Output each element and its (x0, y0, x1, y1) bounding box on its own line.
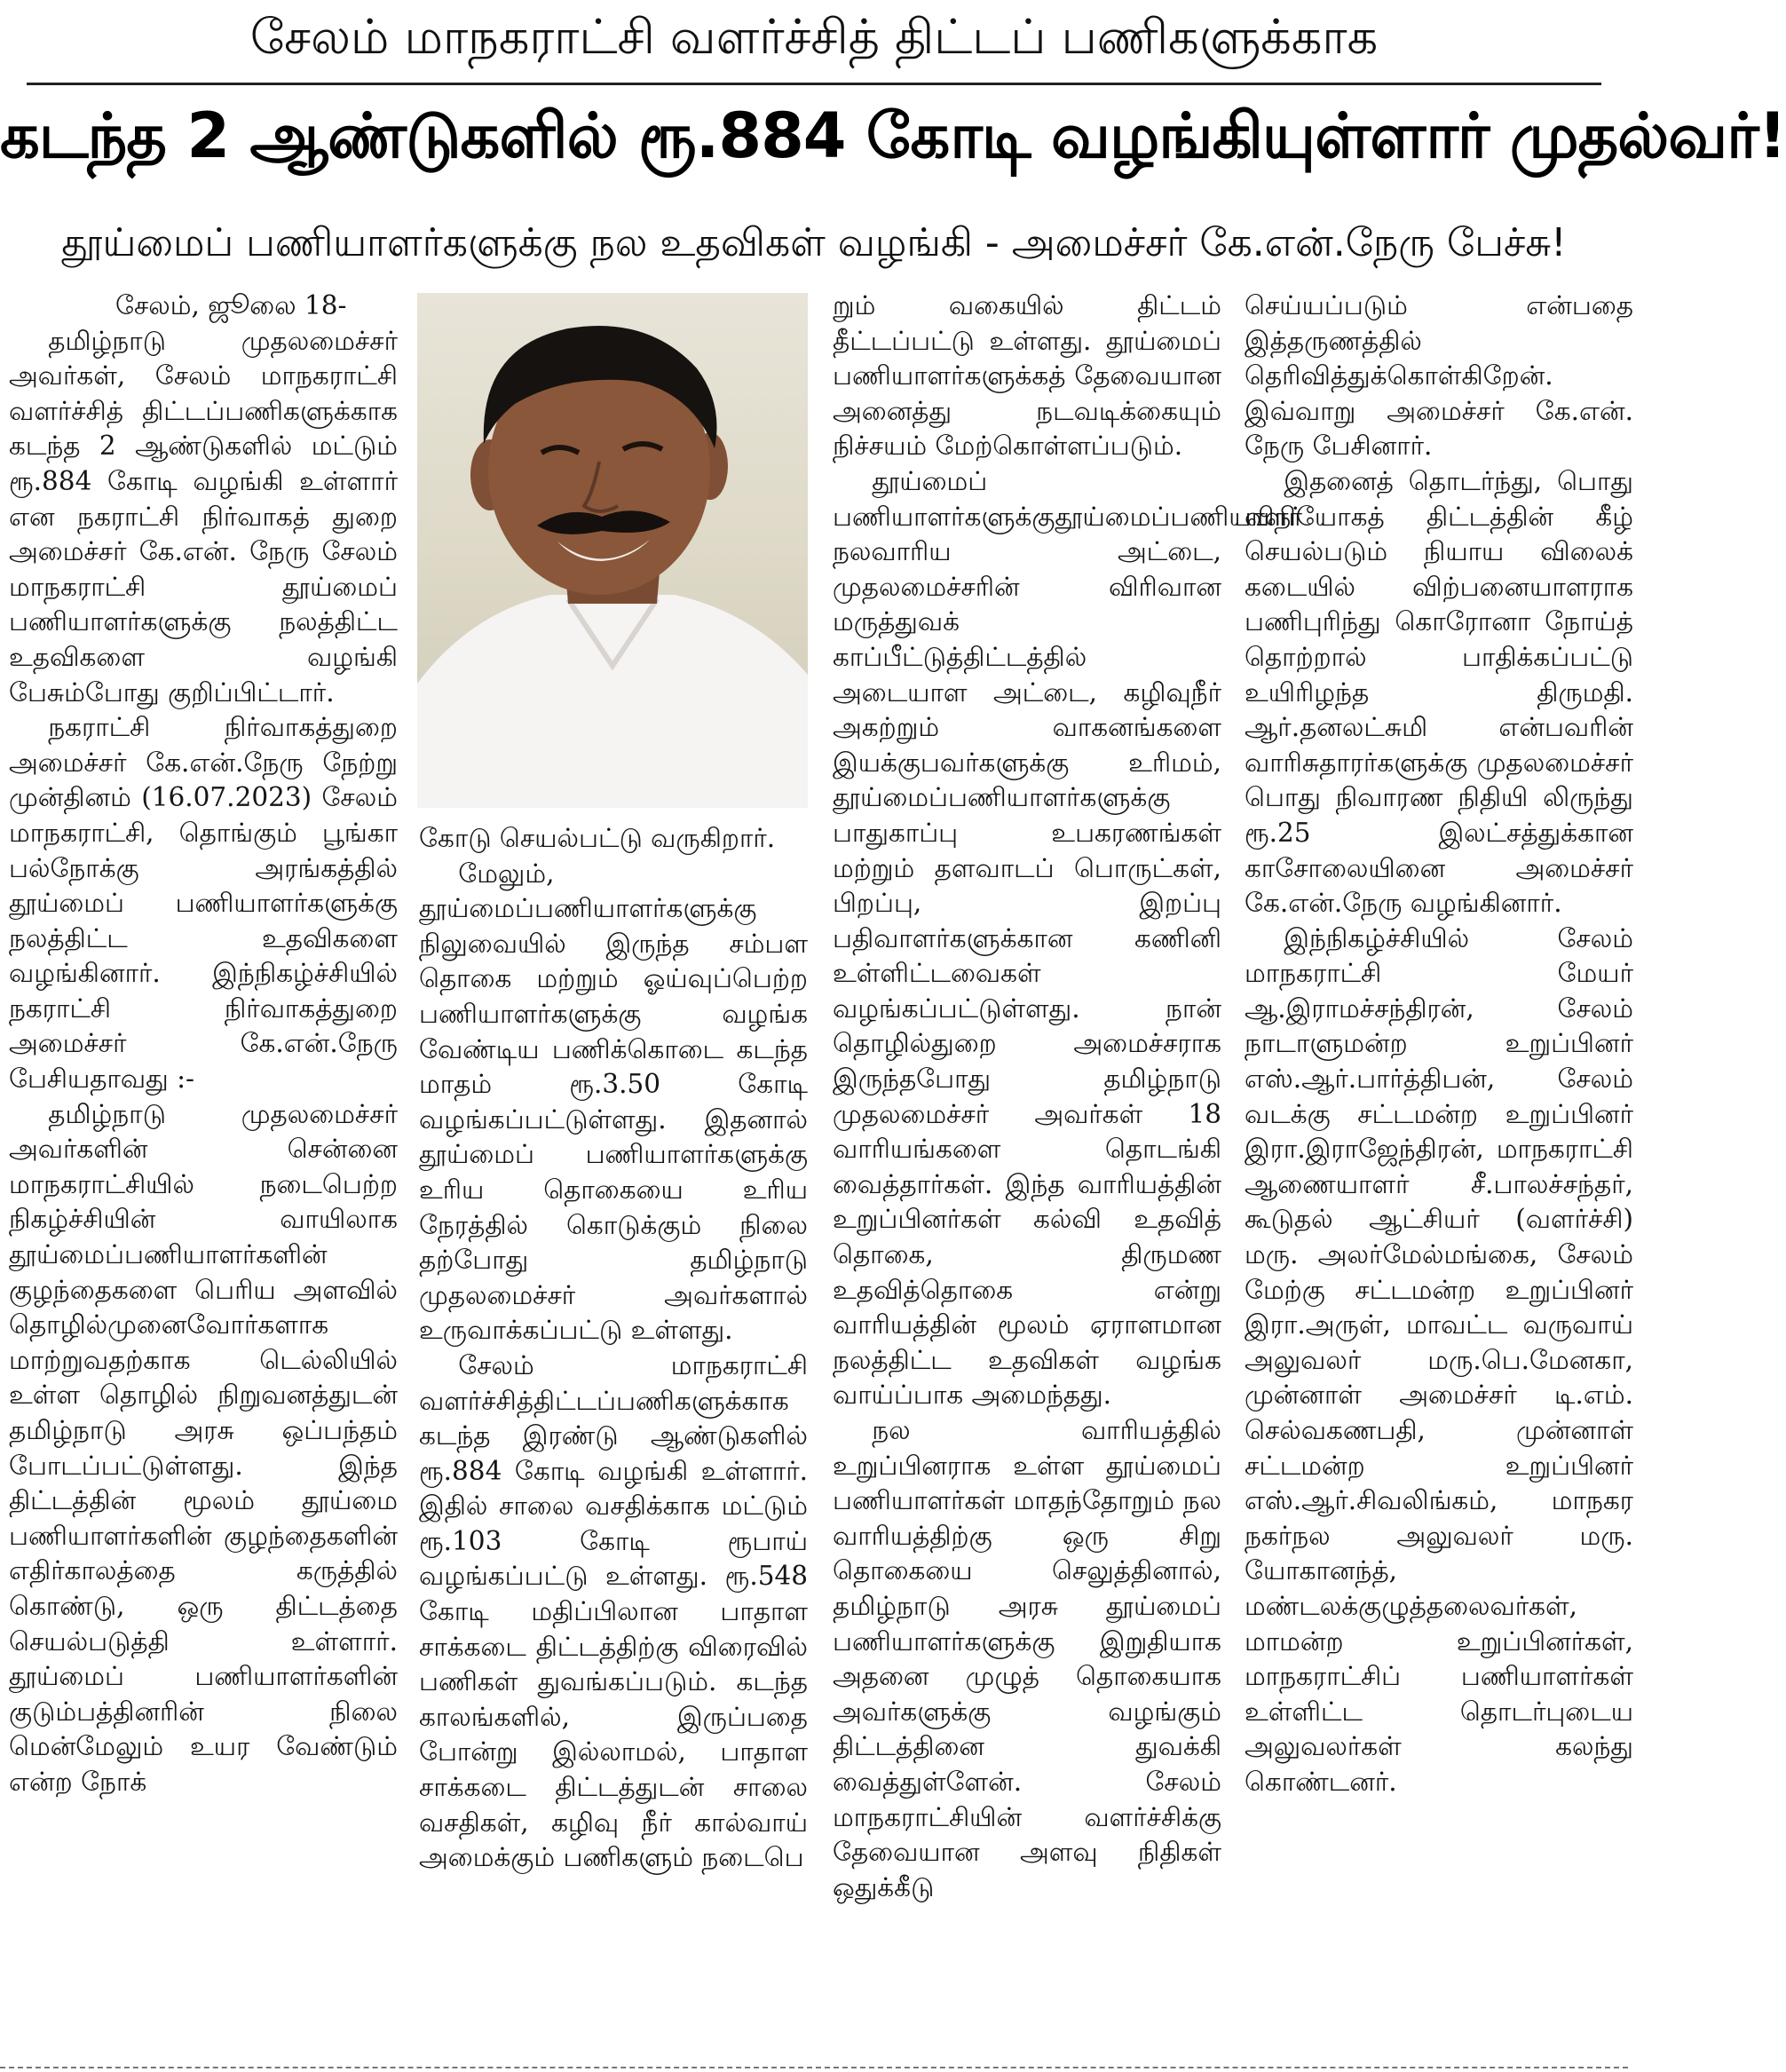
article-column-3 (833, 289, 1302, 2055)
paragraph: இந்நிகழ்ச்சியில் சேலம் மாநகராட்சி மேயர் ஆ.இராமச்சந்திரன், சேலம் நாடாளுமன்ற உறுப்பினர் எஸ்.ஆர்.பார்த்திபன், சேலம் வடக்கு சட்டமன்ற உறுப்பினர் இரா.இராஜேந்திரன், மாநகராட்சி ஆணையாளர் சீ.பாலச்சந்தர், கூடுதல் ஆட்சியர் (வளர்ச்சி) மரு. அலர்மேல்மங்கை, சேலம் மேற்கு சட்டமன்ற உறுப்பினர் இரா.அருள், மாவட்ட வருவாய் அலுவலர் மரு.பெ.மேனகா, முன்னாள் அமைச்சர் டி.எம். செல்வகணபதி, முன்னாள் சட்டமன்ற உறுப்பினர் எஸ்.ஆர்.சிவலிங்கம், மாநகர நகர்நல அலுவலர் மரு. யோகானந்த், மண்டலக்குழுத்தலைவர்கள், மாமன்ற உறுப்பினர்கள், மாநகராட்சிப் பணியாளர்கள் உள்ளிட்ட தொடர்புடைய அலுவலர்கள் கலந்து கொண்டனர். (1245, 922, 1633, 1797)
bottom-dashed-divider (0, 2067, 1628, 2068)
article-column-1 (9, 289, 398, 2055)
header-rule (27, 83, 1601, 85)
article-column-4 (1245, 289, 1633, 2055)
article-column-2 (419, 821, 808, 2055)
paragraph: செய்யப்படும் என்பதை இத்தருணத்தில் தெரிவித்துக்கொள்கிறேன். இவ்வாறு அமைச்சர் கே.என். நேரு பேசினார். (1245, 290, 1633, 462)
portrait-illustration (417, 293, 808, 808)
dateline: சேலம், ஜூலை 18- (115, 290, 347, 320)
paragraph: நல வாரியத்தில் உறுப்பினராக உள்ள தூய்மைப் பணியாளர்கள் மாதந்தோறும் நல வாரியத்திற்கு ஒரு சிறு தொகையை செலுத்தினால், தமிழ்நாடு அரசு தூய்மைப் பணியாளர்களுக்கு இறுதியாக அதனை முழுத் தொகையாக அவர்களுக்கு வழங்கும் திட்டத்தினை துவக்கி வைத்துள்ளேன். சேலம் மாநகராட்சியின் வளர்ச்சிக்கு தேவையான அளவு நிதிகள் ஒதுக்கீடு (833, 1415, 1221, 1902)
paragraph: நகராட்சி நிர்வாகத்துறை அமைச்சர் கே.என்.நேரு நேற்று முன்தினம் (16.07.2023) சேலம் மாநகராட்சி, தொங்கும் பூங்கா பல்நோக்கு அரங்கத்தில் தூய்மைப் பணியாளர்களுக்கு நலத்திட்ட உதவிகளை வழங்கினார். இந்நிகழ்ச்சியில் நகராட்சி நிர்வாகத்துறை அமைச்சர் கே.என்.நேரு பேசியதாவது :- (9, 712, 398, 1095)
minister-portrait-photo (417, 293, 808, 808)
paragraph: றும் வகையில் திட்டம் தீட்டப்பட்டு உள்ளது. தூய்மைப் பணியாளர்களுக்கத் தேவையான அனைத்து நடவடிக்கையும் நிச்சயம் மேற்கொள்ளப்படும். (833, 290, 1221, 462)
paragraph: கோடு செயல்பட்டு வருகிறார். (419, 823, 776, 853)
paragraph: சேலம் மாநகராட்சி வளர்ச்சித்திட்டப்பணிகளுக்காக கடந்த இரண்டு ஆண்டுகளில் ரூ.884 கோடி வழங்கி உள்ளார். இதில் சாலை வசதிக்காக மட்டும் ரூ.103 கோடி ரூபாய் வழங்கப்பட்டு உள்ளது. ரூ.548 கோடி மதிப்பிலான பாதாள சாக்கடை திட்டத்திற்கு விரைவில் பணிகள் துவங்கப்படும். கடந்த காலங்களில், இருப்பதை போன்று இல்லாமல், பாதாள சாக்கடை திட்டத்துடன் சாலை வசதிகள், கழிவு நீர் கால்வாய் அமைக்கும் பணிகளும் நடைபெ (419, 1349, 808, 1873)
paragraph: தூய்மைப் பணியாளர்களுக்குதூய்மைப்பணியாளர் நலவாரிய அட்டை, முதலமைச்சரின் விரிவான மருத்துவக் காப்பீட்டுத்திட்டத்தில் அடையாள அட்டை, கழிவுநீர் அகற்றும் வாகனங்களை இயக்குபவர்களுக்கு உரிமம், தூய்மைப்பணியாளர்களுக்கு பாதுகாப்பு உபகரணங்கள் மற்றும் தளவாடப் பொருட்கள், பிறப்பு, இறப்பு பதிவாளர்களுக்கான கணினி உள்ளிட்டவைகள் வழங்கப்பட்டுள்ளது. நான் தொழில்துறை அமைச்சராக இருந்தபோது தமிழ்நாடு முதலமைச்சர் அவர்கள் 18 வாரியங்களை தொடங்கி வைத்தார்கள். இந்த வாரியத்தின் உறுப்பினர்கள் கல்வி உதவித் தொகை, திருமண உதவித்தொகை என்று வாரியத்தின் மூலம் ஏராளமான நலத்திட்ட உதவிகள் வழங்க வாய்ப்பாக அமைந்தது. (833, 465, 1302, 1411)
kicker-headline: சேலம் மாநகராட்சி வளர்ச்சித் திட்டப் பணிகளுக்காக (249, 9, 1379, 65)
main-headline: கடந்த 2 ஆண்டுகளில் ரூ.884 கோடி வழங்கியுள்ளார் முதல்வர்! (0, 99, 1786, 172)
paragraph: இதனைத் தொடர்ந்து, பொது விநியோகத் திட்டத்தின் கீழ் செயல்படும் நியாய விலைக் கடையில் விற்பனையாளராக பணிபுரிந்து கொரோனா நோய்த் தொற்றால் பாதிக்கப்பட்டு உயிரிழந்த திருமதி. ஆர்.தனலட்சுமி என்பவரின் வாரிசுதாரர்களுக்கு முதலமைச்சர் பொது நிவாரண நிதியி லிருந்து ரூ.25 இலட்சத்துக்கான காசோலையினை அமைச்சர் கே.என்.நேரு வழங்கினார். (1245, 465, 1633, 919)
paragraph: தமிழ்நாடு முதலமைச்சர் அவர்களின் சென்னை மாநகராட்சியில் நடைபெற்ற நிகழ்ச்சியின் வாயிலாக தூய்மைப்பணியாளர்களின் குழந்தைகளை பெரிய அளவில் தொழில்முனைவோர்களாக மாற்றுவதற்காக டெல்லியில் உள்ள தொழில் நிறுவனத்துடன் தமிழ்நாடு அரசு ஒப்பந்தம் போடப்பட்டுள்ளது. இந்த திட்டத்தின் மூலம் தூய்மை பணியாளர்களின் குழந்தைகளின் எதிர்காலத்தை கருத்தில் கொண்டு, ஒரு திட்டத்தை செயல்படுத்தி உள்ளார். தூய்மைப் பணியாளர்களின் குடும்பத்தினரின் நிலை மென்மேலும் உயர வேண்டும் என்ற நோக் (9, 1098, 398, 1797)
paragraph: மேலும், தூய்மைப்பணியாளர்களுக்கு நிலுவையில் இருந்த சம்பள தொகை மற்றும் ஓய்வுப்பெற்ற பணியாளர்களுக்கு வழங்க வேண்டிய பணிக்கொடை கடந்த மாதம் ரூ.3.50 கோடி வழங்கப்பட்டுள்ளது. இதனால் தூய்மைப் பணியாளர்களுக்கு உரிய தொகையை உரிய நேரத்தில் கொடுக்கும் நிலை தற்போது தமிழ்நாடு முதலமைச்சர் அவர்களால் உருவாக்கப்பட்டு உள்ளது. (419, 858, 808, 1346)
paragraph: தமிழ்நாடு முதலமைச்சர் அவர்கள், சேலம் மாநகராட்சி வளர்ச்சித் திட்டப்பணிகளுக்காக கடந்த 2 ஆண்டுகளில் மட்டும் ரூ.884 கோடி வழங்கி உள்ளார் என நகராட்சி நிர்வாகத் துறை அமைச்சர் கே.என். நேரு சேலம் மாநகராட்சி தூய்மைப் பணியாளர்களுக்கு நலத்திட்ட உதவிகளை வழங்கி பேசும்போது குறிப்பிட்டார். (9, 325, 398, 708)
subheadline: தூய்மைப் பணியாளர்களுக்கு நல உதவிகள் வழங்கி - அமைச்சர் கே.என்.நேரு பேச்சு! (61, 220, 1567, 265)
